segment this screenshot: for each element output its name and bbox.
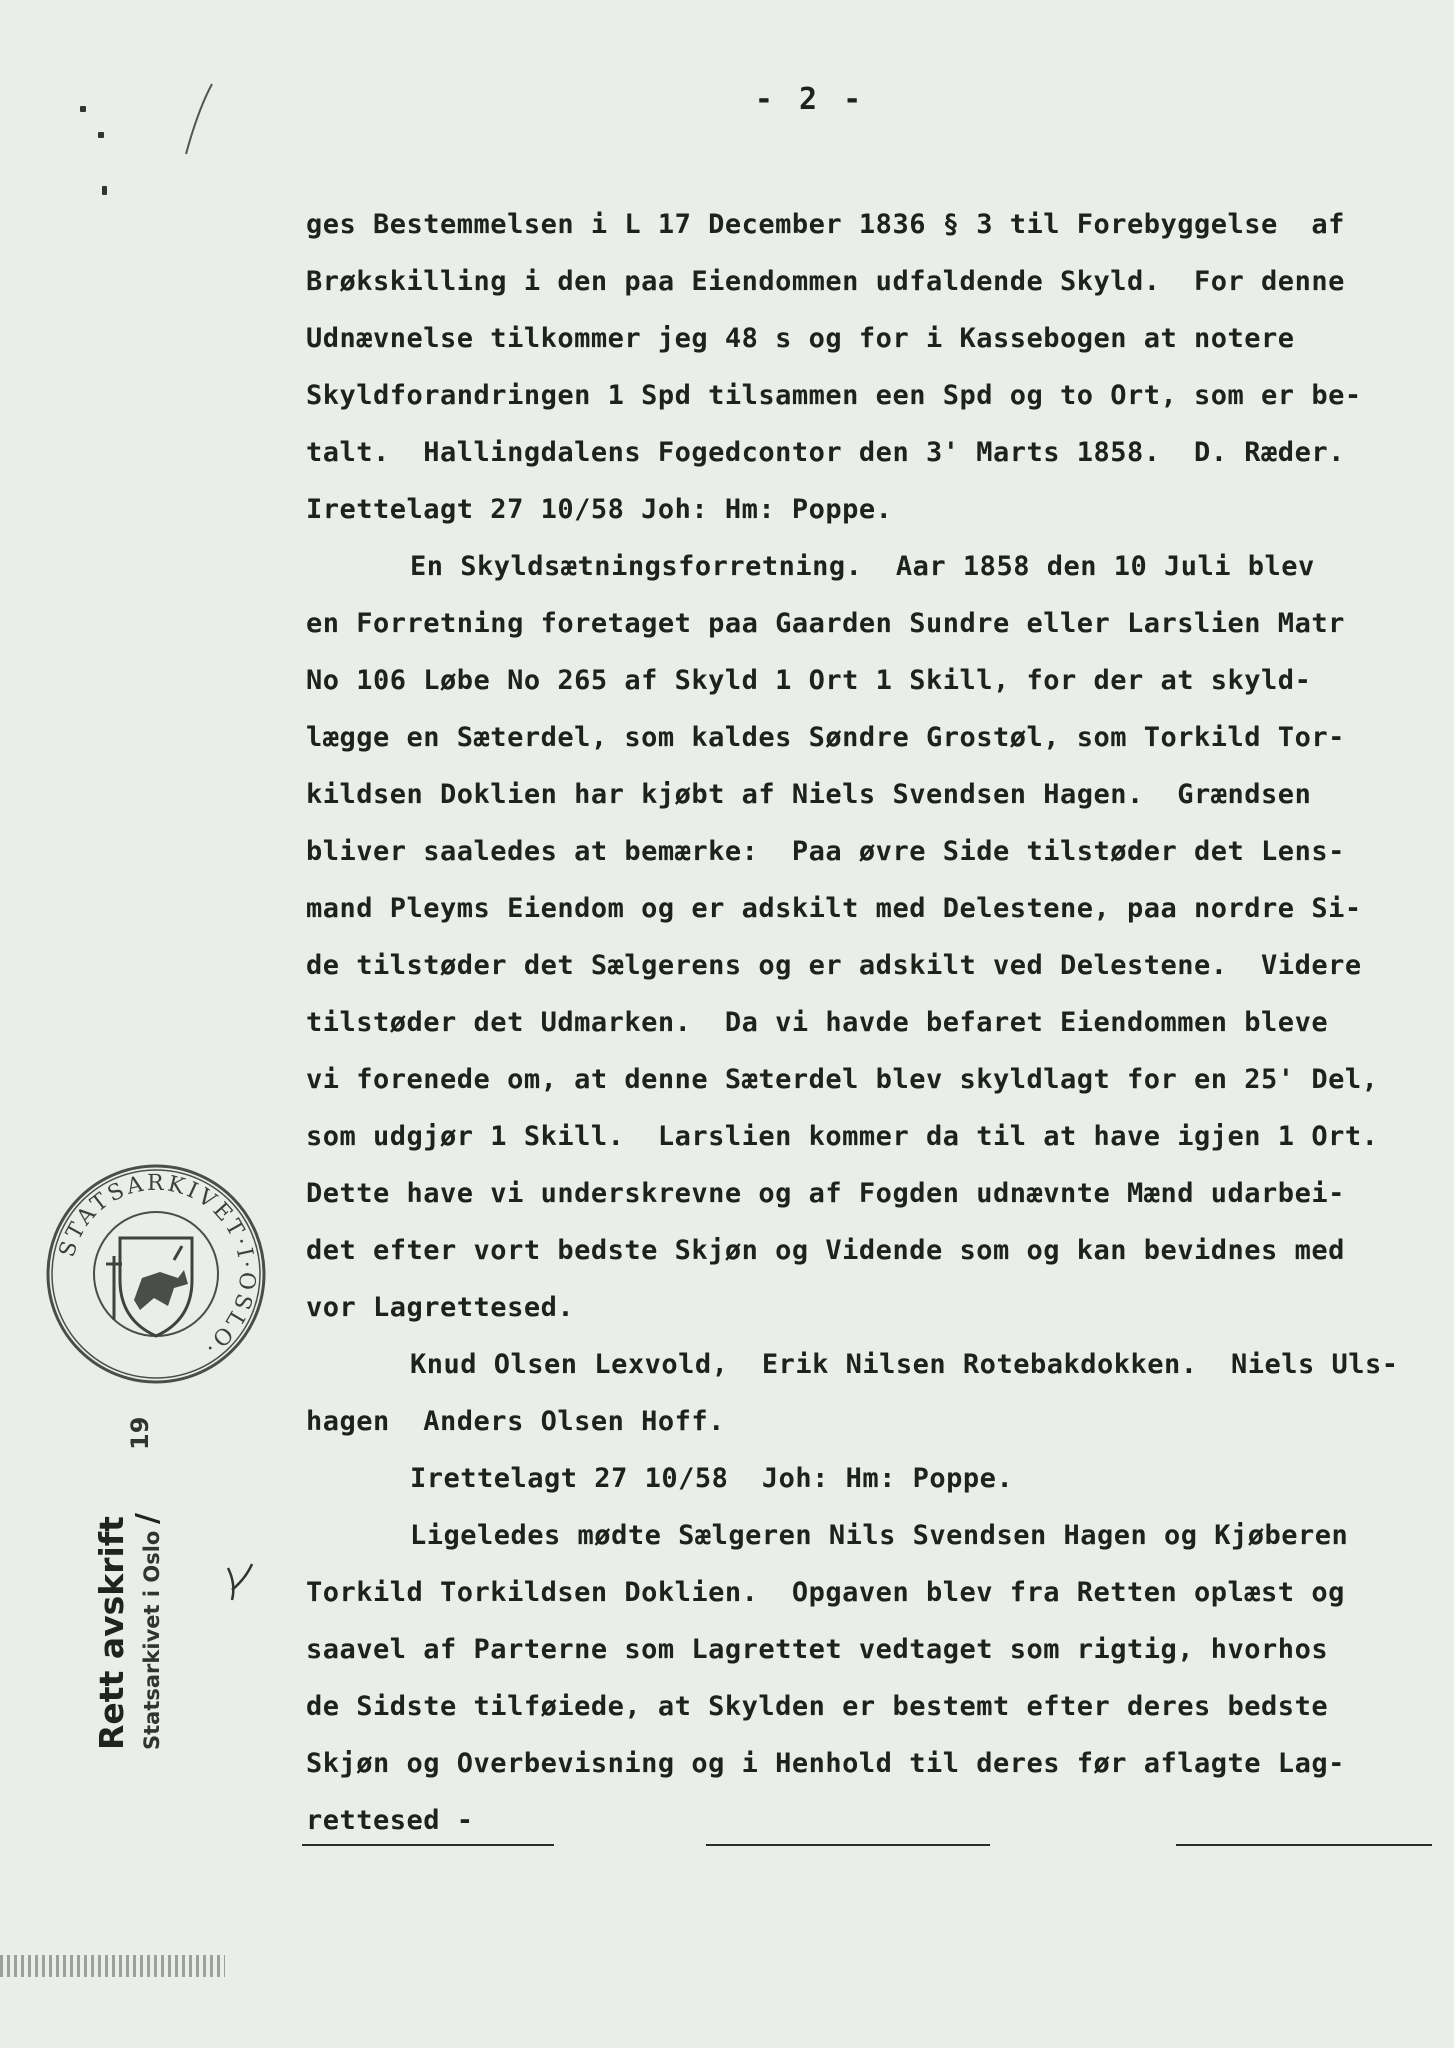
handwritten-mark <box>220 1560 260 1620</box>
text-line: Torkild Torkildsen Doklien. Opgaven blev fra Retten oplæst og <box>306 1577 1345 1608</box>
text-line: Skyldforandringen 1 Spd tilsammen een Spd og to Ort, som er be- <box>306 380 1362 411</box>
archive-seal-stamp <box>42 1160 270 1388</box>
page-number: - 2 - <box>754 82 866 117</box>
text-line: talt. Hallingdalens Fogedcontor den 3' Marts 1858. D. Ræder. <box>306 437 1345 468</box>
text-line: ges Bestemmelsen i L 17 December 1836 § 3 til Forebyggelse af <box>306 209 1345 240</box>
text-line: de Sidste tilføiede, at Skylden er bestemt efter deres bedste <box>306 1691 1329 1722</box>
text-line: hagen Anders Olsen Hoff. <box>306 1406 725 1437</box>
margin-dot <box>80 106 86 112</box>
text-line: vi forenede om, at denne Sæterdel blev skyldlagt for en 25' Del, <box>306 1064 1379 1095</box>
signature-line <box>302 1844 554 1846</box>
text-line: en Forretning foretaget paa Gaarden Sundre eller Larslien Matr <box>306 608 1345 639</box>
pen-stroke-mark <box>180 80 220 160</box>
text-line: No 106 Løbe No 265 af Skyld 1 Ort 1 Skill, for der at skyld- <box>306 665 1312 696</box>
text-line: Skjøn og Overbevisning og i Henhold til deres før aflagte Lag- <box>306 1748 1345 1779</box>
margin-dot <box>102 186 107 195</box>
signature-line <box>706 1844 990 1846</box>
text-line: mand Pleyms Eiendom og er adskilt med Delestene, paa nordre Si- <box>306 893 1362 924</box>
text-line: Irettelagt 27 10/58 Joh: Hm: Poppe. <box>306 494 893 525</box>
text-line: Dette have vi underskrevne og af Fogden udnævnte Mænd udarbei- <box>306 1178 1345 1209</box>
text-line: Udnævnelse tilkommer jeg 48 s og for i Kassebogen at notere <box>306 323 1295 354</box>
scan-edge-scuff <box>0 1955 225 1977</box>
certified-copy-stamp <box>40 1416 180 1750</box>
text-line: lægge en Sæterdel, som kaldes Søndre Grostøl, som Torkild Tor- <box>306 722 1345 753</box>
text-line: Brøkskilling i den paa Eiendommen udfaldende Skyld. For denne <box>306 266 1345 297</box>
certified-copy-title: Rett avskrift <box>92 1516 131 1750</box>
seal-ring-text: STATSARKIVET·I·OSLO· <box>54 1170 260 1361</box>
text-line: saavel af Parterne som Lagrettet vedtaget som rigtig, hvorhos <box>306 1634 1329 1665</box>
certified-copy-year: 19 <box>126 1416 154 1450</box>
text-line: de tilstøder det Sælgerens og er adskilt ved Delestene. Videre <box>306 950 1362 981</box>
margin-dot <box>98 132 104 138</box>
text-line: som udgjør 1 Skill. Larslien kommer da til at have igjen 1 Ort. <box>306 1121 1379 1152</box>
text-line: Knud Olsen Lexvold, Erik Nilsen Rotebakdokken. Niels Uls- <box>410 1349 1399 1380</box>
certified-copy-slash: / <box>130 1513 165 1524</box>
text-line: En Skyldsætningsforretning. Aar 1858 den 10 Juli blev <box>410 551 1315 582</box>
text-line: Ligeledes mødte Sælgeren Nils Svendsen Hagen og Kjøberen <box>410 1520 1349 1551</box>
signature-line <box>1176 1844 1432 1846</box>
text-line: det efter vort bedste Skjøn og Vidende som og kan bevidnes med <box>306 1235 1345 1266</box>
text-line: bliver saaledes at bemærke: Paa øvre Side tilstøder det Lens- <box>306 836 1345 867</box>
certified-copy-archive: Statsarkivet i Oslo <box>140 1530 164 1750</box>
document-body-text <box>306 196 1406 1849</box>
text-line: rettesed - <box>306 1805 474 1836</box>
text-line: tilstøder det Udmarken. Da vi havde befaret Eiendommen bleve <box>306 1007 1329 1038</box>
text-line: kildsen Doklien har kjøbt af Niels Svendsen Hagen. Grændsen <box>306 779 1312 810</box>
text-line: vor Lagrettesed. <box>306 1292 575 1323</box>
text-line: Irettelagt 27 10/58 Joh: Hm: Poppe. <box>410 1463 1014 1494</box>
